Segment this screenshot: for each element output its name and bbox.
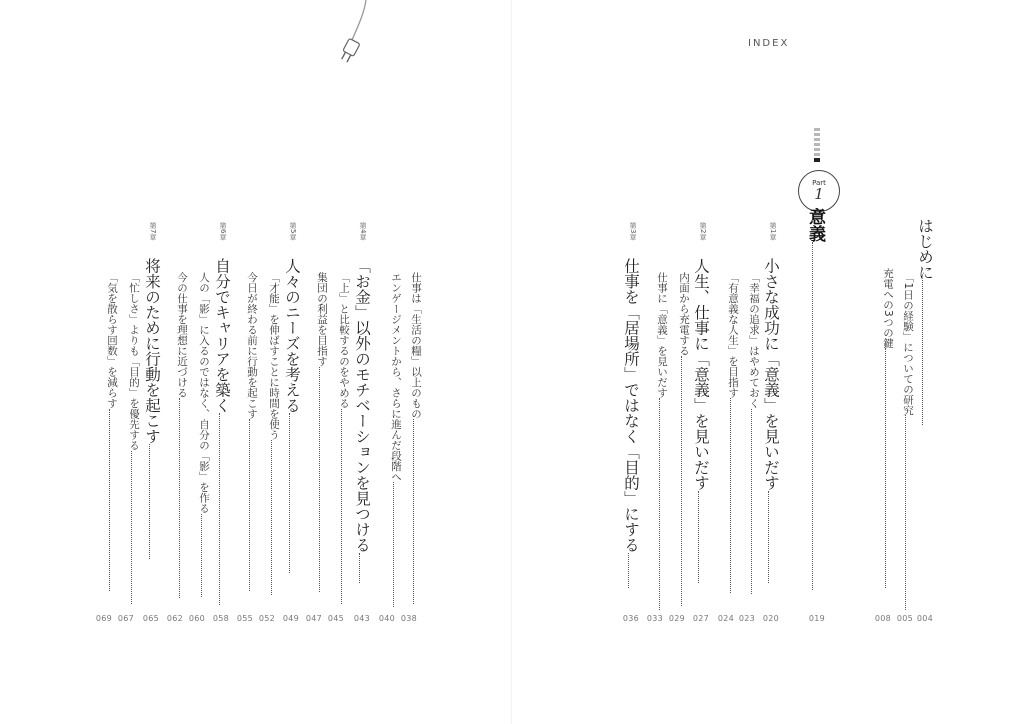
part-title[interactable]: 意義 [806,208,828,590]
page-number: 038 [400,614,418,623]
page-number: 029 [668,614,686,623]
toc-entry-ch4-1[interactable]: 仕事は「生活の糧」以上のもの [402,272,424,604]
chapter-label: 第2章 [699,222,707,241]
page-number: 019 [808,614,826,623]
page-number: 027 [692,614,710,623]
toc-entry-ch7[interactable]: 将来のために行動を起こす [141,258,163,559]
page-number: 052 [258,614,276,623]
toc-entry-ch6[interactable]: 自分でキャリアを築く [211,258,233,605]
toc-entry-ch5-1[interactable]: 「才能」を伸ばすことに時間を使う [260,272,282,595]
toc-entry-intro-1[interactable]: 「1日の経験」についての研究 [894,272,916,610]
toc-entry-ch2-2[interactable]: 仕事に「意義」を見いだす [648,272,670,610]
page-number: 024 [717,614,735,623]
page-number: 045 [327,614,345,623]
page-number: 049 [282,614,300,623]
toc-entry-ch3[interactable]: 仕事を「居場所」ではなく「目的」にする [620,258,642,588]
toc-entry-ch1[interactable]: 小さな成功に「意義」を見いだす [760,258,782,583]
page-number: 062 [166,614,184,623]
chapter-label: 第6章 [219,222,227,241]
toc-entry-hajimeni[interactable]: はじめに [914,218,936,425]
page-number: 040 [378,614,396,623]
part-marker [814,128,820,164]
chapter-label: 第1章 [769,222,777,241]
toc-entry-ch6-2[interactable]: 今の仕事を理想に近づける [168,272,190,598]
toc-entry-ch6-1[interactable]: 人の「影」に入るのではなく、自分の「影」を作る [190,272,212,597]
page-number: 033 [646,614,664,623]
page-number: 043 [353,614,371,623]
toc-entry-ch2[interactable]: 人生、仕事に「意義」を見いだす [690,258,712,583]
toc-entry-ch4-2[interactable]: エンゲージメントから、さらに進んだ段階へ [382,272,404,607]
page-number: 067 [117,614,135,623]
plug-icon [328,0,378,75]
toc-entry-ch4[interactable]: 「お金」以外のモチベーションを見つける [351,258,373,583]
page-number: 058 [212,614,230,623]
chapter-label: 第5章 [289,222,297,241]
toc-entry-ch4-4[interactable]: 集団の利益を目指す [308,272,330,592]
page-number: 023 [738,614,756,623]
chapter-label: 第3章 [629,222,637,241]
page-number: 069 [95,614,113,623]
page-number: 065 [142,614,160,623]
chapter-label: 第7章 [149,222,157,241]
toc-entry-ch7-2[interactable]: 「気を散らす回数」を減らす [98,272,120,591]
toc-entry-ch7-1[interactable]: 「忙しさ」よりも「目的」を優先する [120,272,142,604]
toc-entry-ch1-1[interactable]: 「幸福の追求」はやめておく [740,272,762,594]
page-number: 036 [622,614,640,623]
page-number: 055 [236,614,254,623]
page-number: 005 [896,614,914,623]
toc-entry-ch5[interactable]: 人々のニーズを考える [281,258,303,573]
page-number: 047 [305,614,323,623]
toc-entry-ch5-2[interactable]: 今日が終わる前に行動を起こす [238,272,260,591]
part-badge [798,170,840,212]
part-word: Part [812,179,826,187]
toc-entry-ch4-3[interactable]: 「上」と比較するのをやめる [330,272,352,604]
toc-entry-ch1-2[interactable]: 「有意義な人生」を目指す [719,272,741,593]
page-number: 004 [916,614,934,623]
toc-entry-ch2-1[interactable]: 内面から充電する [670,272,692,606]
page-divider [511,0,512,724]
part-number: 1 [814,185,824,203]
index-heading: INDEX [748,38,790,49]
chapter-label: 第4章 [359,222,367,241]
page-number: 060 [188,614,206,623]
toc-entry-intro-2[interactable]: 充電への3つの鍵 [874,268,896,588]
page-number: 020 [762,614,780,623]
page-number: 008 [874,614,892,623]
